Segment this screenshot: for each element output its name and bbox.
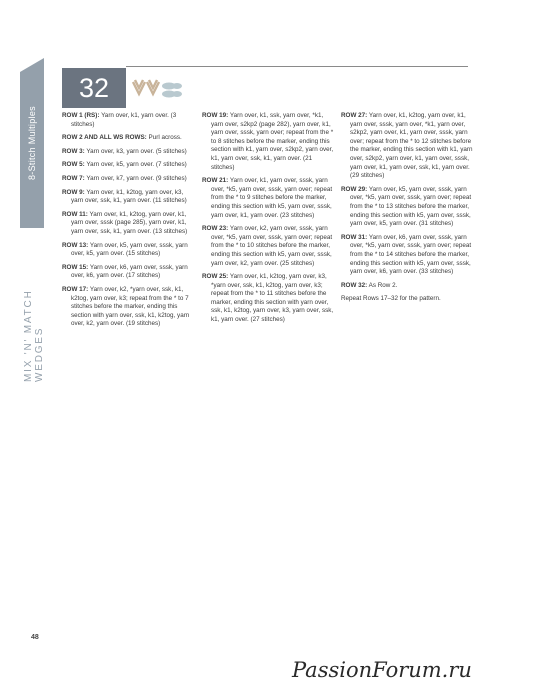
row-instruction: ROW 19: Yarn over, k1, ssk, yarn over, *k1, yarn over, s2kp2 (page 282), yarn over, k1, yarn over, sssk, yarn over; repeat from the * to 8 stitches before the marker, ending this section with k1, yarn over, s2kp2, yarn over, k1, yarn over, ssk, k1, yarn over. (21 stitches)	[202, 112, 334, 171]
row-instruction: ROW 15: Yarn over, k6, yarn over, sssk, yarn over, k6, yarn over. (17 stitches)	[62, 263, 188, 280]
row-instruction: ROW 32: As Row 2.	[341, 281, 398, 289]
row-instruction: ROW 31: Yarn over, k6, yarn over, sssk, yarn over, *k5, yarn over, sssk, yarn over; repeat from the * to 14 stitches before the marker, ending this section with k5, yarn over, sssk, yarn over, k6, yarn over. (33 stitches)	[341, 233, 472, 276]
row-instruction: ROW 13: Yarn over, k5, yarn over, sssk, yarn over, k5, yarn over. (15 stitches)	[62, 241, 188, 258]
instructions-column-1	[62, 112, 196, 334]
row-instruction: ROW 25: Yarn over, k1, k2tog, yarn over, k3, *yarn over, ssk, k1, k2tog, yarn over, k3; repeat from the * to 11 stitches before the marker, ending this section with yarn over, ssk, k1, k2tog, yarn over, k3, yarn over, ssk, k1, yarn over. (27 stitches)	[202, 273, 334, 324]
row-instruction: ROW 2 AND ALL WS ROWS: Purl across.	[62, 134, 182, 142]
instructions-column-3	[341, 112, 476, 309]
row-instruction: ROW 17: Yarn over, k2, *yarn over, ssk, k1, k2tog, yarn over, k3; repeat from the * to 7 stitches before the marker, ending this section with yarn over, ssk, k1, k2tog, yarn over, k2, yarn over. (19 stitches)	[62, 285, 190, 328]
pattern-number: 32	[62, 68, 126, 108]
instructions-column-2	[202, 112, 335, 330]
row-instruction: ROW 29: Yarn over, k5, yarn over, sssk, yarn over, *k5, yarn over, sssk, yarn over; repeat from the * to 13 stitches before the marker, ending this section with k5, yarn over, sssk, yarn over, k5, yarn over. (31 stitches)	[341, 185, 472, 228]
repeat-note: Repeat Rows 17–32 for the pattern.	[341, 295, 441, 303]
row-instruction: ROW 9: Yarn over, k1, k2tog, yarn over, k3, yarn over, ssk, k1, yarn over. (11 stitches)	[62, 188, 187, 205]
section-label: 8-Stitch Multiples	[27, 106, 37, 180]
section-tab	[20, 58, 44, 228]
row-instruction: ROW 1 (RS): Yarn over, k1, yarn over. (3 stitches)	[62, 112, 177, 128]
section-tab-notch	[20, 58, 44, 72]
row-instruction: ROW 27: Yarn over, k1, k2tog, yarn over, k1, yarn over, sssk, yarn over, *k1, yarn over, s2kp2, yarn over, k1, yarn over, sssk, yarn over; repeat from the * to 12 stitches before the marker, ending this section with k1, yarn over, s2kp2, yarn over, k1, yarn over, sssk, yarn over, k1, yarn over, ssk, k1, yarn over. (29 stitches)	[341, 112, 473, 180]
chapter-title: MIX 'N' MATCH WEDGES	[23, 289, 45, 382]
leaf-motif-icon	[131, 78, 183, 102]
row-instruction: ROW 7: Yarn over, k7, yarn over. (9 stitches)	[62, 174, 187, 182]
page-number: 48	[31, 634, 39, 641]
row-instruction: ROW 3: Yarn over, k3, yarn over. (5 stitches)	[62, 147, 187, 155]
row-instruction: ROW 5: Yarn over, k5, yarn over. (7 stitches)	[62, 161, 187, 169]
row-instruction: ROW 23: Yarn over, k2, yarn over, sssk, yarn over, *k5, yarn over, sssk, yarn over; repeat from the * to 10 stitches before the marker, ending this section with k5, yarn over, sssk, yarn over, k2, yarn over. (25 stitches)	[202, 225, 333, 267]
row-instruction: ROW 11: Yarn over, k1, k2tog, yarn over, k1, yarn over, sssk (page 285), yarn over, k1, yarn over, ssk, k1, yarn over. (13 stitches)	[62, 210, 188, 235]
header-rule	[126, 66, 468, 67]
watermark: PassionForum.ru	[292, 658, 472, 682]
row-instruction: ROW 21: Yarn over, k1, yarn over, sssk, yarn over, *k5, yarn over, sssk, yarn over; repeat from the * to 9 stitches before the marker, ending this section with k5, yarn over, sssk, yarn over, k1, yarn over. (23 stitches)	[202, 177, 333, 219]
